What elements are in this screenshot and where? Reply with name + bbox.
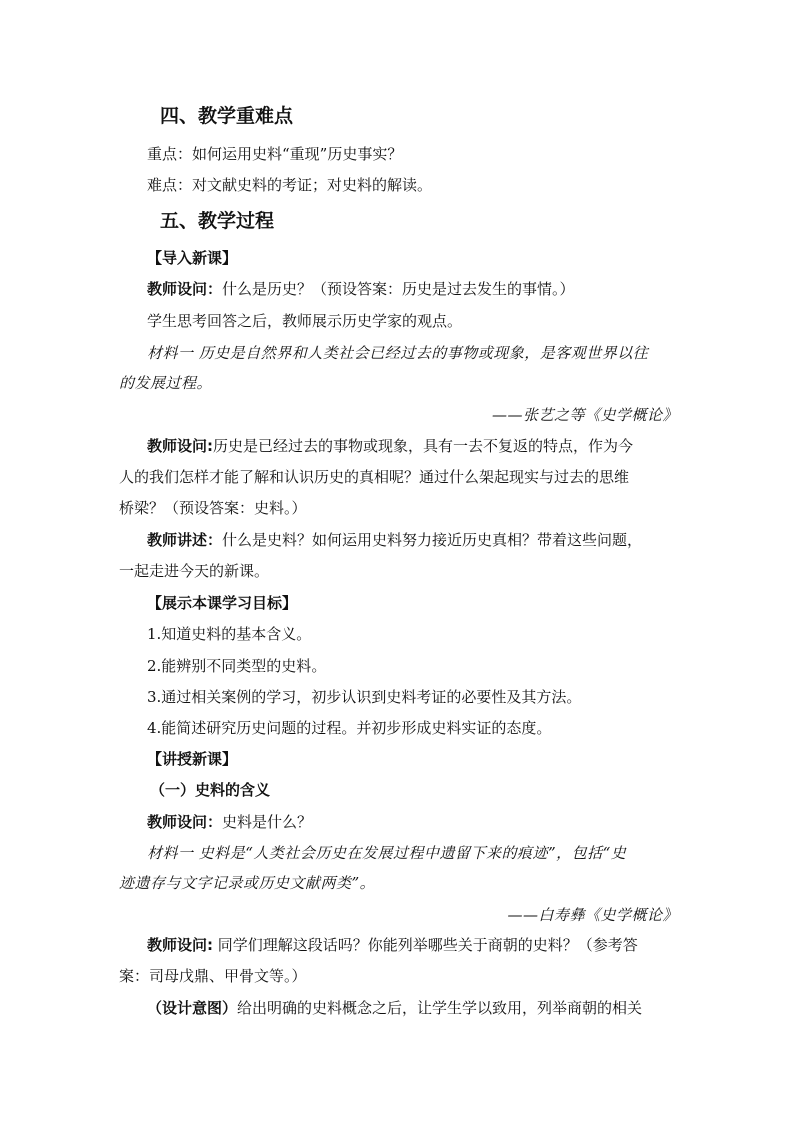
teacher-narration-text: 什么是史料？如何运用史料努力接近历史真相？带着这些问题， bbox=[222, 531, 643, 549]
teacher-question-text: 历史是已经过去的事物或现象，具有一去不复返的特点，作为今 bbox=[213, 437, 634, 455]
teacher-narration-label: 教师讲述： bbox=[147, 531, 223, 549]
teacher-question-text: 史料是什么？ bbox=[222, 813, 313, 831]
teacher-question-2 bbox=[147, 435, 633, 457]
material-2-line-1: 材料一 史料是“人类社会历史在发展过程中遗留下来的痕迹”，包括“史 bbox=[147, 844, 627, 862]
design-intent-label: （设计意图） bbox=[147, 999, 238, 1017]
material-2-source: ——白寿彝《史学概论》 bbox=[507, 906, 678, 924]
teacher-question-text: 什么是历史？（预设答案：历史是过去发生的事情。） bbox=[222, 280, 575, 298]
design-intent-text: 给出明确的史料概念之后，让学生学以致用，列举商朝的相关 bbox=[237, 999, 643, 1017]
teacher-question-text: 同学们理解这段话吗？你能列举哪些关于商朝的史料？（参考答 bbox=[213, 936, 638, 954]
material-1-source: ——张艺之等《史学概论》 bbox=[491, 406, 678, 424]
material-2-line-2: 迹遗存与文字记录或历史文献两类”。 bbox=[119, 874, 376, 892]
teacher-question-label: 教师设问： bbox=[147, 280, 223, 298]
design-intent bbox=[147, 997, 642, 1019]
teacher-question-3 bbox=[147, 811, 312, 833]
focus-text: 重点：如何运用史料“重现”历史事实？ bbox=[147, 145, 403, 163]
teach-label: 【讲授新课】 bbox=[147, 750, 238, 768]
teacher-question-label: 教师设问: bbox=[147, 936, 213, 954]
teacher-question-2-line-3: 桥梁？（预设答案：史料。） bbox=[119, 499, 307, 517]
teacher-question-label: 教师设问： bbox=[147, 813, 223, 831]
goal-item: 1.知道史料的基本含义。 bbox=[147, 625, 312, 643]
difficulty-text: 难点：对文献史料的考证；对史料的解读。 bbox=[147, 176, 433, 194]
teacher-question-4 bbox=[147, 934, 638, 956]
teacher-question-4-line-2: 案：司母戊鼎、甲骨文等。） bbox=[119, 967, 307, 985]
material-1-line-2: 的发展过程。 bbox=[119, 374, 213, 392]
teacher-question-2-line-2: 人的我们怎样才能了解和认识历史的真相呢？通过什么架起现实与过去的思维 bbox=[119, 468, 630, 486]
subsection-heading-1: （一）史料的含义 bbox=[150, 781, 271, 799]
section-heading-5: 五、教学过程 bbox=[160, 210, 275, 232]
teacher-question-label: 教师设问: bbox=[147, 437, 213, 455]
goal-item: 4.能简述研究历史问题的过程。并初步形成史料实证的态度。 bbox=[147, 719, 552, 737]
goal-item: 2.能辨别不同类型的史料。 bbox=[147, 657, 327, 675]
student-followup: 学生思考回答之后，教师展示历史学家的观点。 bbox=[147, 312, 463, 330]
teacher-question-1 bbox=[147, 278, 575, 300]
section-heading-4: 四、教学重难点 bbox=[160, 105, 294, 127]
goal-item: 3.通过相关案例的学习，初步认识到史料考证的必要性及其方法。 bbox=[147, 688, 582, 706]
material-1-line-1: 材料一 历史是自然界和人类社会已经过去的事物或现象，是客观世界以往 bbox=[147, 344, 649, 362]
goals-label: 【展示本课学习目标】 bbox=[147, 594, 298, 612]
intro-label: 【导入新课】 bbox=[147, 249, 238, 267]
teacher-narration-1 bbox=[147, 529, 642, 551]
teacher-narration-1-line-2: 一起走进今天的新课。 bbox=[119, 562, 270, 580]
